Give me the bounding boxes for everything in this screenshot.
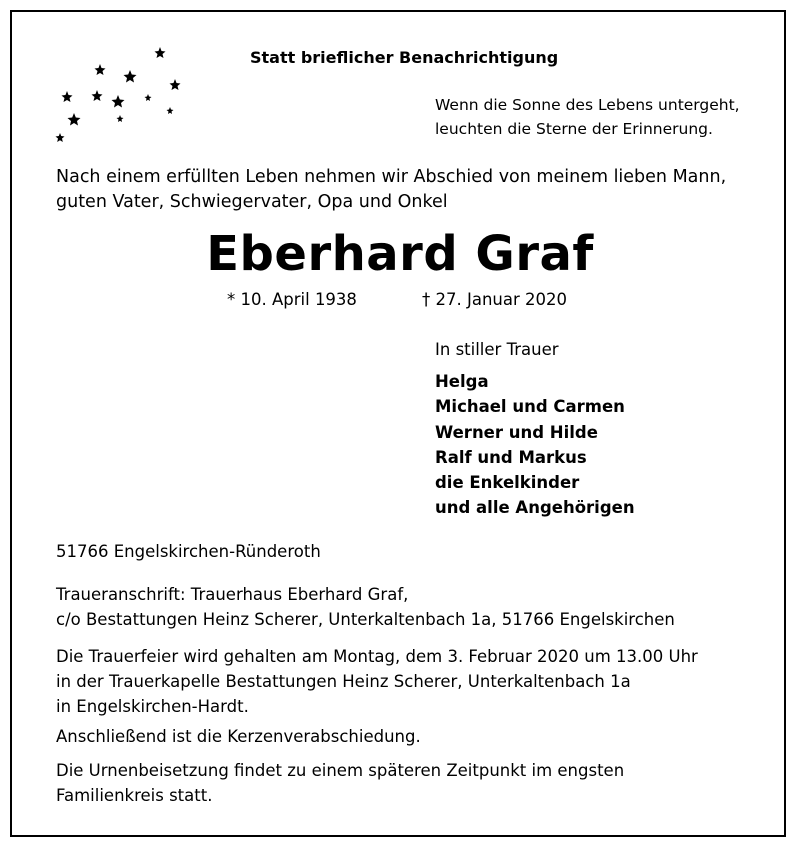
motto-line: leuchten die Sterne der Erinnerung.	[435, 120, 713, 138]
star-icon	[170, 79, 181, 90]
deceased-name: Eberhard Graf	[206, 226, 594, 282]
candle-farewell: Anschließend ist die Kerzenverabschiedung.	[56, 727, 421, 746]
ceremony-info	[56, 644, 698, 719]
intro-text	[56, 165, 726, 215]
address-line: Traueranschrift: Trauerhaus Eberhard Graf,	[56, 585, 409, 604]
place-line: 51766 Engelskirchen-Ründeroth	[56, 542, 321, 561]
star-icon	[95, 64, 106, 75]
star-icon	[56, 133, 65, 142]
star-icon	[124, 70, 137, 83]
star-icon	[145, 94, 152, 101]
ceremony-line: in der Trauerkapelle Bestattungen Heinz Scherer, Unterkaltenbach 1a	[56, 672, 631, 691]
star-icon	[117, 115, 124, 122]
intro-line: guten Vater, Schwiegervater, Opa und Onkel	[56, 192, 448, 212]
address-line: c/o Bestattungen Heinz Scherer, Unterkaltenbach 1a, 51766 Engelskirchen	[56, 610, 675, 629]
stars-icon	[50, 45, 190, 145]
urn-line: Die Urnenbeisetzung findet zu einem späteren Zeitpunkt im engsten	[56, 761, 625, 780]
ceremony-line: Die Trauerfeier wird gehalten am Montag, dem 3. Februar 2020 um 13.00 Uhr	[56, 647, 698, 666]
mourning-line: In stiller Trauer	[435, 340, 559, 359]
star-icon	[167, 107, 174, 114]
star-icon	[112, 95, 125, 108]
urn-burial-info	[56, 758, 624, 808]
mourner: die Enkelkinder	[435, 473, 580, 493]
ceremony-line: in Engelskirchen-Hardt.	[56, 697, 249, 716]
motto-quote	[435, 93, 740, 141]
mourner: Helga	[435, 372, 489, 391]
urn-line: Familienkreis statt.	[56, 786, 213, 805]
star-icon	[155, 47, 166, 58]
star-icon	[62, 91, 73, 102]
motto-line: Wenn die Sonne des Lebens untergeht,	[435, 96, 740, 114]
mourner: Michael und Carmen	[435, 397, 625, 417]
mourners-list	[435, 369, 635, 521]
birth-date: * 10. April 1938	[227, 290, 357, 309]
notice-header: Statt brieflicher Benachrichtigung	[250, 48, 559, 67]
mourner: Werner und Hilde	[435, 422, 598, 442]
star-icon	[92, 90, 103, 101]
star-icon	[68, 113, 81, 126]
mourning-address	[56, 582, 675, 632]
mourner: Ralf und Markus	[435, 447, 587, 467]
mourner: und alle Angehörigen	[435, 498, 635, 518]
intro-line: Nach einem erfüllten Leben nehmen wir Abschied von meinem lieben Mann,	[56, 167, 727, 187]
death-date: † 27. Januar 2020	[422, 290, 568, 309]
